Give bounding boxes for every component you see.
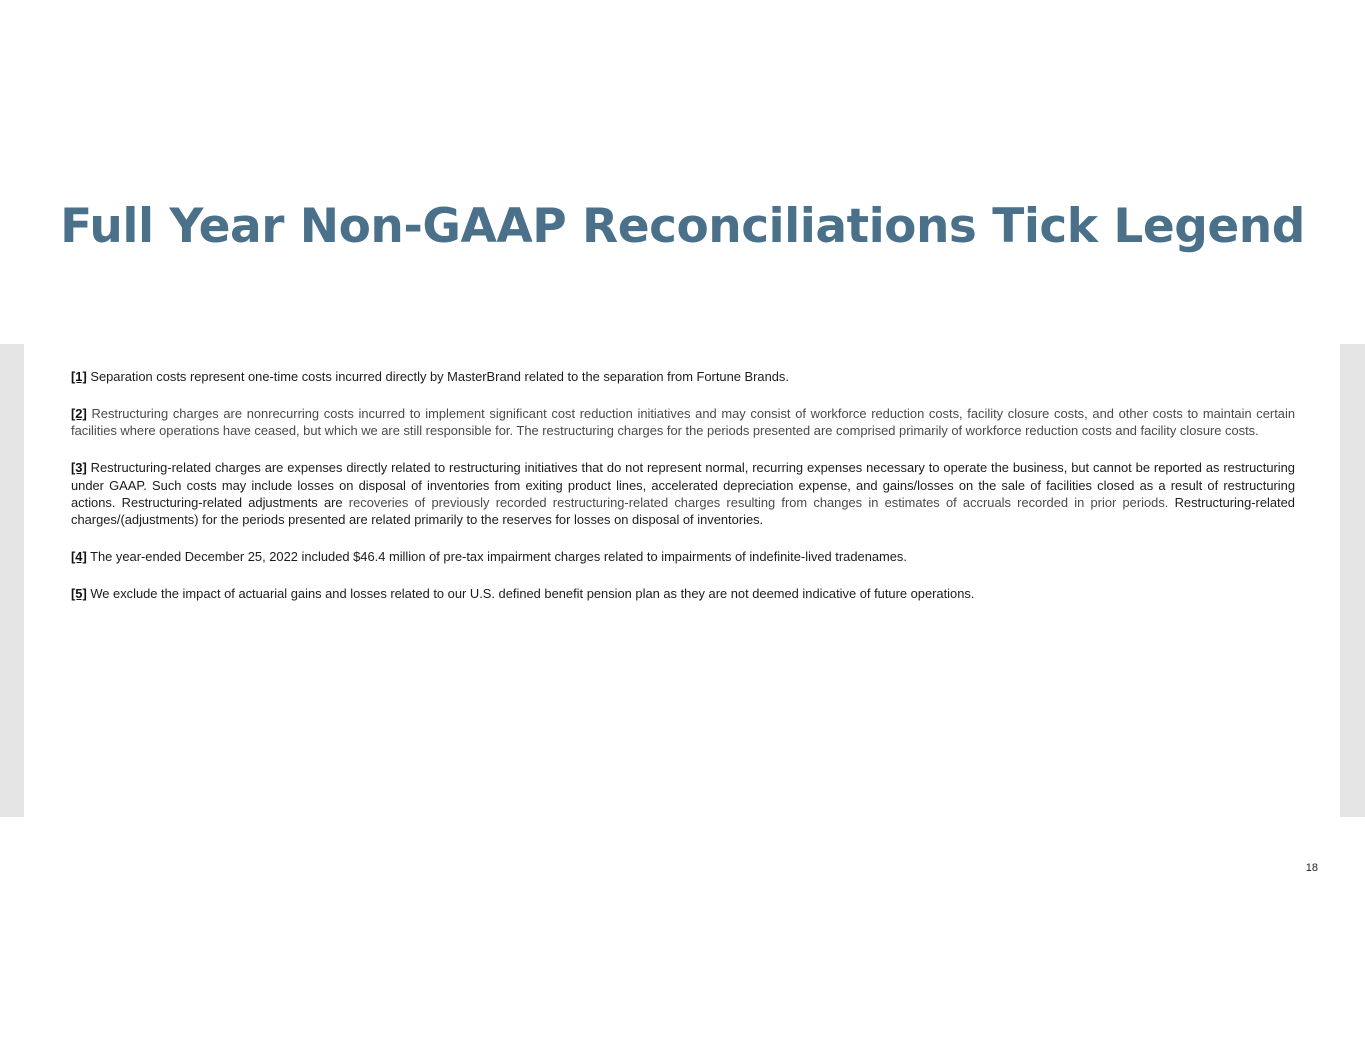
right-side-bar [1340,344,1365,817]
note-3-text-part3: Restructuring-related charges/(adjustments) for the periods presented are related primarily to the reserves for losses on disposal of inventories. [71,495,1295,528]
note-3-text-part2: recoveries of previously recorded restructuring-related charges resulting from changes in estimates of accruals recorded in prior periods. [348,495,1169,511]
note-3-marker: [3] [71,460,87,476]
note-3-text-part1: Restructuring-related charges are expenses directly related to restructuring initiatives that do not represent normal, recurring expenses necessary to operate the business, but cannot be reported as restructuring under GAAP. Such costs may include losses on disposal of inventories from exiting product lines, accelerated depreciation expense, and gains/losses on the sale of facilities closed as a result of restructuring actions. Restructuring-related adjustments are [71,460,1295,511]
note-4-marker: [4] [71,549,87,565]
note-4 [71,548,1295,565]
left-side-bar [0,344,24,817]
note-3 [71,459,1295,529]
page-title: Full Year Non-GAAP Reconciliations Tick Legend [60,199,1305,254]
note-5-marker: [5] [71,586,87,602]
note-1 [71,368,1295,385]
tick-legend-notes [71,368,1295,622]
note-5-text: We exclude the impact of actuarial gains and losses related to our U.S. defined benefit pension plan as they are not deemed indicative of future operations. [90,586,975,602]
note-1-marker: [1] [71,369,87,384]
note-4-text: The year-ended December 25, 2022 included $46.4 million of pre-tax impairment charges related to impairments of indefinite-lived tradenames. [90,549,907,565]
note-2-marker: [2] [71,405,87,421]
note-2-text: Restructuring charges are nonrecurring costs incurred to implement significant cost reduction initiatives and may consist of workforce reduction costs, facility closure costs, and other costs to maintain certain facilities where operations have ceased, but which we are still responsible for. The restructuring charges for the periods presented are comprised primarily of workforce reduction costs and facility closure costs. [71,405,1295,439]
page-number: 18 [1305,862,1318,874]
note-2 [71,405,1295,440]
note-5 [71,585,1295,602]
note-1-text: Separation costs represent one-time costs incurred directly by MasterBrand related to the separation from Fortune Brands. [90,369,789,384]
